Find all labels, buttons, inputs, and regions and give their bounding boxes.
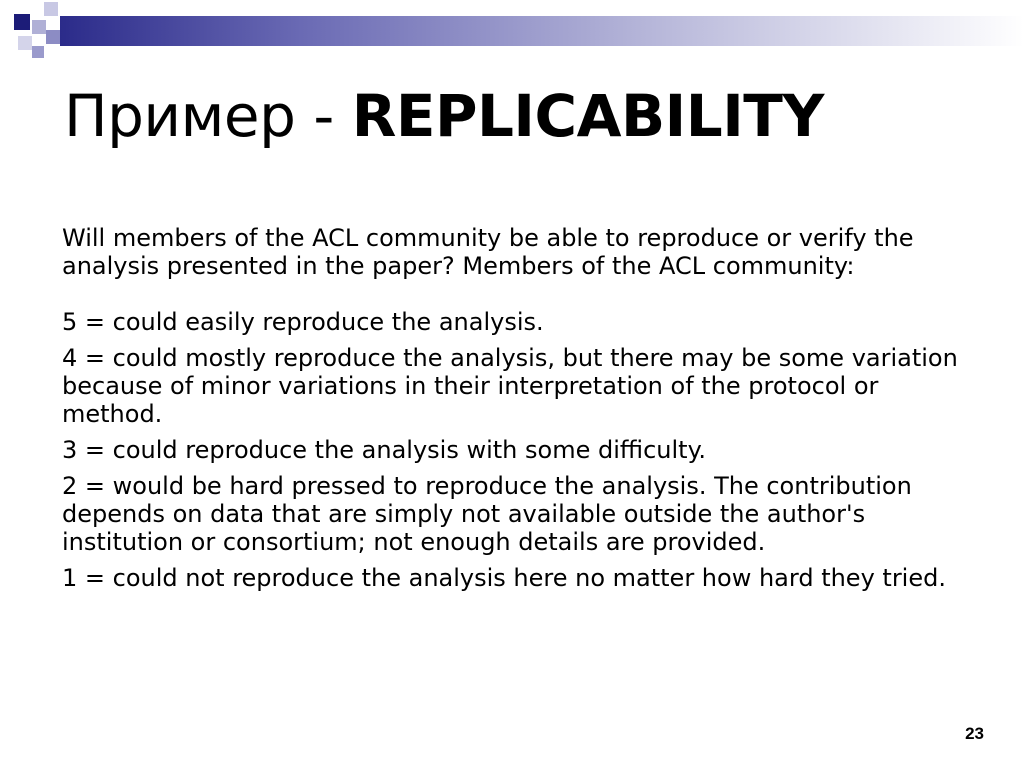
decor-square-navy bbox=[14, 14, 30, 30]
decor-square-medium bbox=[32, 46, 44, 58]
slide-title bbox=[64, 82, 824, 152]
title-prefix: Пример - bbox=[64, 82, 352, 150]
header-decoration bbox=[0, 0, 1024, 70]
title-keyword: REPLICABILITY bbox=[351, 82, 824, 150]
level-5: 5 = could easily reproduce the analysis. bbox=[62, 308, 544, 336]
level-1: 1 = could not reproduce the analysis here no matter how hard they tried. bbox=[62, 564, 946, 592]
decor-square-medium bbox=[46, 30, 60, 44]
level-4: 4 = could mostly reproduce the analysis, but there may be some variation because of minor variations in their interpretation of the protocol or method. bbox=[62, 344, 958, 428]
decor-square-light bbox=[44, 2, 58, 16]
level-3: 3 = could reproduce the analysis with some difficulty. bbox=[62, 436, 706, 464]
header-gradient-bar bbox=[60, 16, 1024, 46]
slide-number: 23 bbox=[965, 724, 984, 743]
slide-body bbox=[62, 224, 962, 600]
level-2: 2 = would be hard pressed to reproduce the analysis. The contribution depends on data that are simply not available outside the author's institution or consortium; not enough details are provided. bbox=[62, 472, 912, 556]
decor-square-light bbox=[18, 36, 32, 50]
intro-paragraph: Will members of the ACL community be able to reproduce or verify the analysis presented in the paper? Members of the ACL community: bbox=[62, 224, 914, 280]
decor-square-light bbox=[32, 20, 46, 34]
